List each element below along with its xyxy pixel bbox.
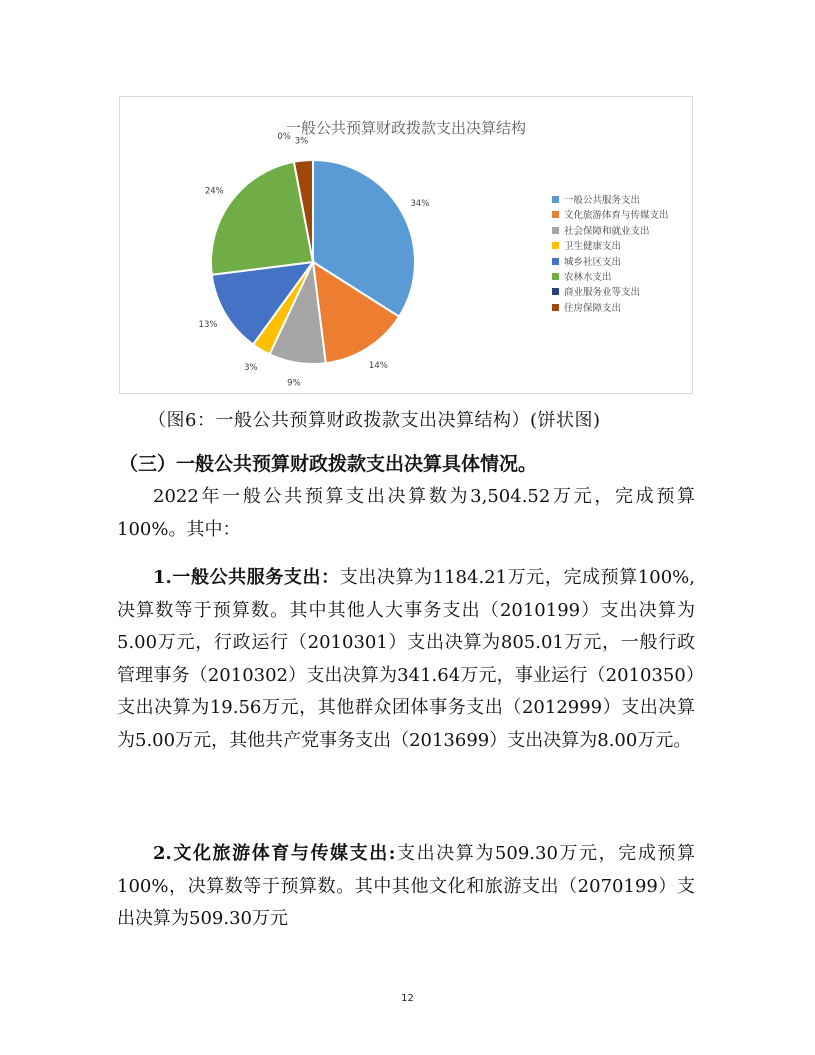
chart-legend	[552, 193, 669, 316]
legend-swatch	[552, 304, 559, 311]
legend-item-1	[552, 193, 669, 208]
legend-swatch	[552, 273, 559, 280]
paragraph-general-public-services-heading: 1.一般公共服务支出：	[153, 567, 340, 588]
legend-item-6	[552, 270, 669, 285]
figure-caption: （图6：一般公共预算财政拨款支出决算结构）(饼状图)	[148, 410, 601, 431]
legend-item-2	[552, 208, 669, 223]
paragraph-general-public-services	[117, 562, 695, 757]
legend-swatch	[552, 196, 559, 203]
chart-title: 一般公共预算财政拨款支出决算结构	[285, 119, 526, 137]
paragraph-culture-tourism	[117, 838, 695, 936]
legend-item-8	[552, 301, 669, 316]
pie-label-slice-3: 9%	[287, 378, 301, 389]
legend-swatch	[552, 258, 559, 265]
pie-label-slice-8: 3%	[294, 136, 309, 147]
legend-swatch	[552, 242, 559, 249]
pie-label-slice-1: 34%	[410, 199, 430, 210]
paragraph-culture-tourism-body: 支出决算为509.30万元，完成预算100%，决算数等于预算数。其中其他文化和旅游支出（2070199）支出决算为509.30万元	[117, 843, 695, 929]
legend-label: 农林水支出	[564, 271, 612, 283]
pie-label-slice-4: 3%	[244, 363, 258, 374]
legend-label: 文化旅游体育与传媒支出	[564, 210, 669, 222]
legend-item-5	[552, 255, 669, 270]
section-heading: （三）一般公共预算财政拨款支出决算具体情况。	[119, 453, 538, 475]
legend-label: 社会保障和就业支出	[564, 225, 650, 237]
legend-swatch	[552, 288, 559, 295]
pie-label-slice-7: 0%	[277, 132, 291, 143]
legend-swatch	[552, 227, 559, 234]
paragraph-summary-text: 2022年一般公共预算支出决算数为3,504.52万元，完成预算100%。其中：	[117, 486, 695, 540]
legend-label: 一般公共服务支出	[564, 195, 641, 206]
legend-item-3	[552, 224, 669, 239]
pie-label-slice-2: 14%	[368, 361, 388, 372]
paragraph-general-public-services-body: 支出决算为1184.21万元，完成预算100%,决算数等于预算数。其中其他人大事务支出（2010199）支出决算为5.00万元，行政运行（2010301）支出决算为805.01万元，一般行政管理事务（2010302）支出决算为341.64万元，事业运行（2010350）支出决算为19.56万元，其他群众团体事务支出（2012999）支出决算为5.00万元，其他共产党事务支出（2013699）支出决算为8.00万元。	[117, 567, 695, 751]
legend-swatch	[552, 211, 559, 218]
pie-label-slice-6: 24%	[204, 186, 224, 197]
legend-label: 商业服务业等支出	[564, 287, 641, 299]
paragraph-summary	[117, 481, 695, 546]
legend-label: 住房保障支出	[564, 302, 622, 314]
legend-item-7	[552, 285, 669, 300]
paragraph-culture-tourism-heading: 2.文化旅游体育与传媒支出:	[153, 843, 396, 864]
page-number: 12	[401, 993, 414, 1004]
pie-label-slice-5: 13%	[198, 320, 218, 331]
pie-chart	[119, 96, 693, 394]
legend-label: 卫生健康支出	[564, 241, 622, 253]
legend-label: 城乡社区支出	[564, 256, 622, 268]
legend-item-4	[552, 239, 669, 254]
